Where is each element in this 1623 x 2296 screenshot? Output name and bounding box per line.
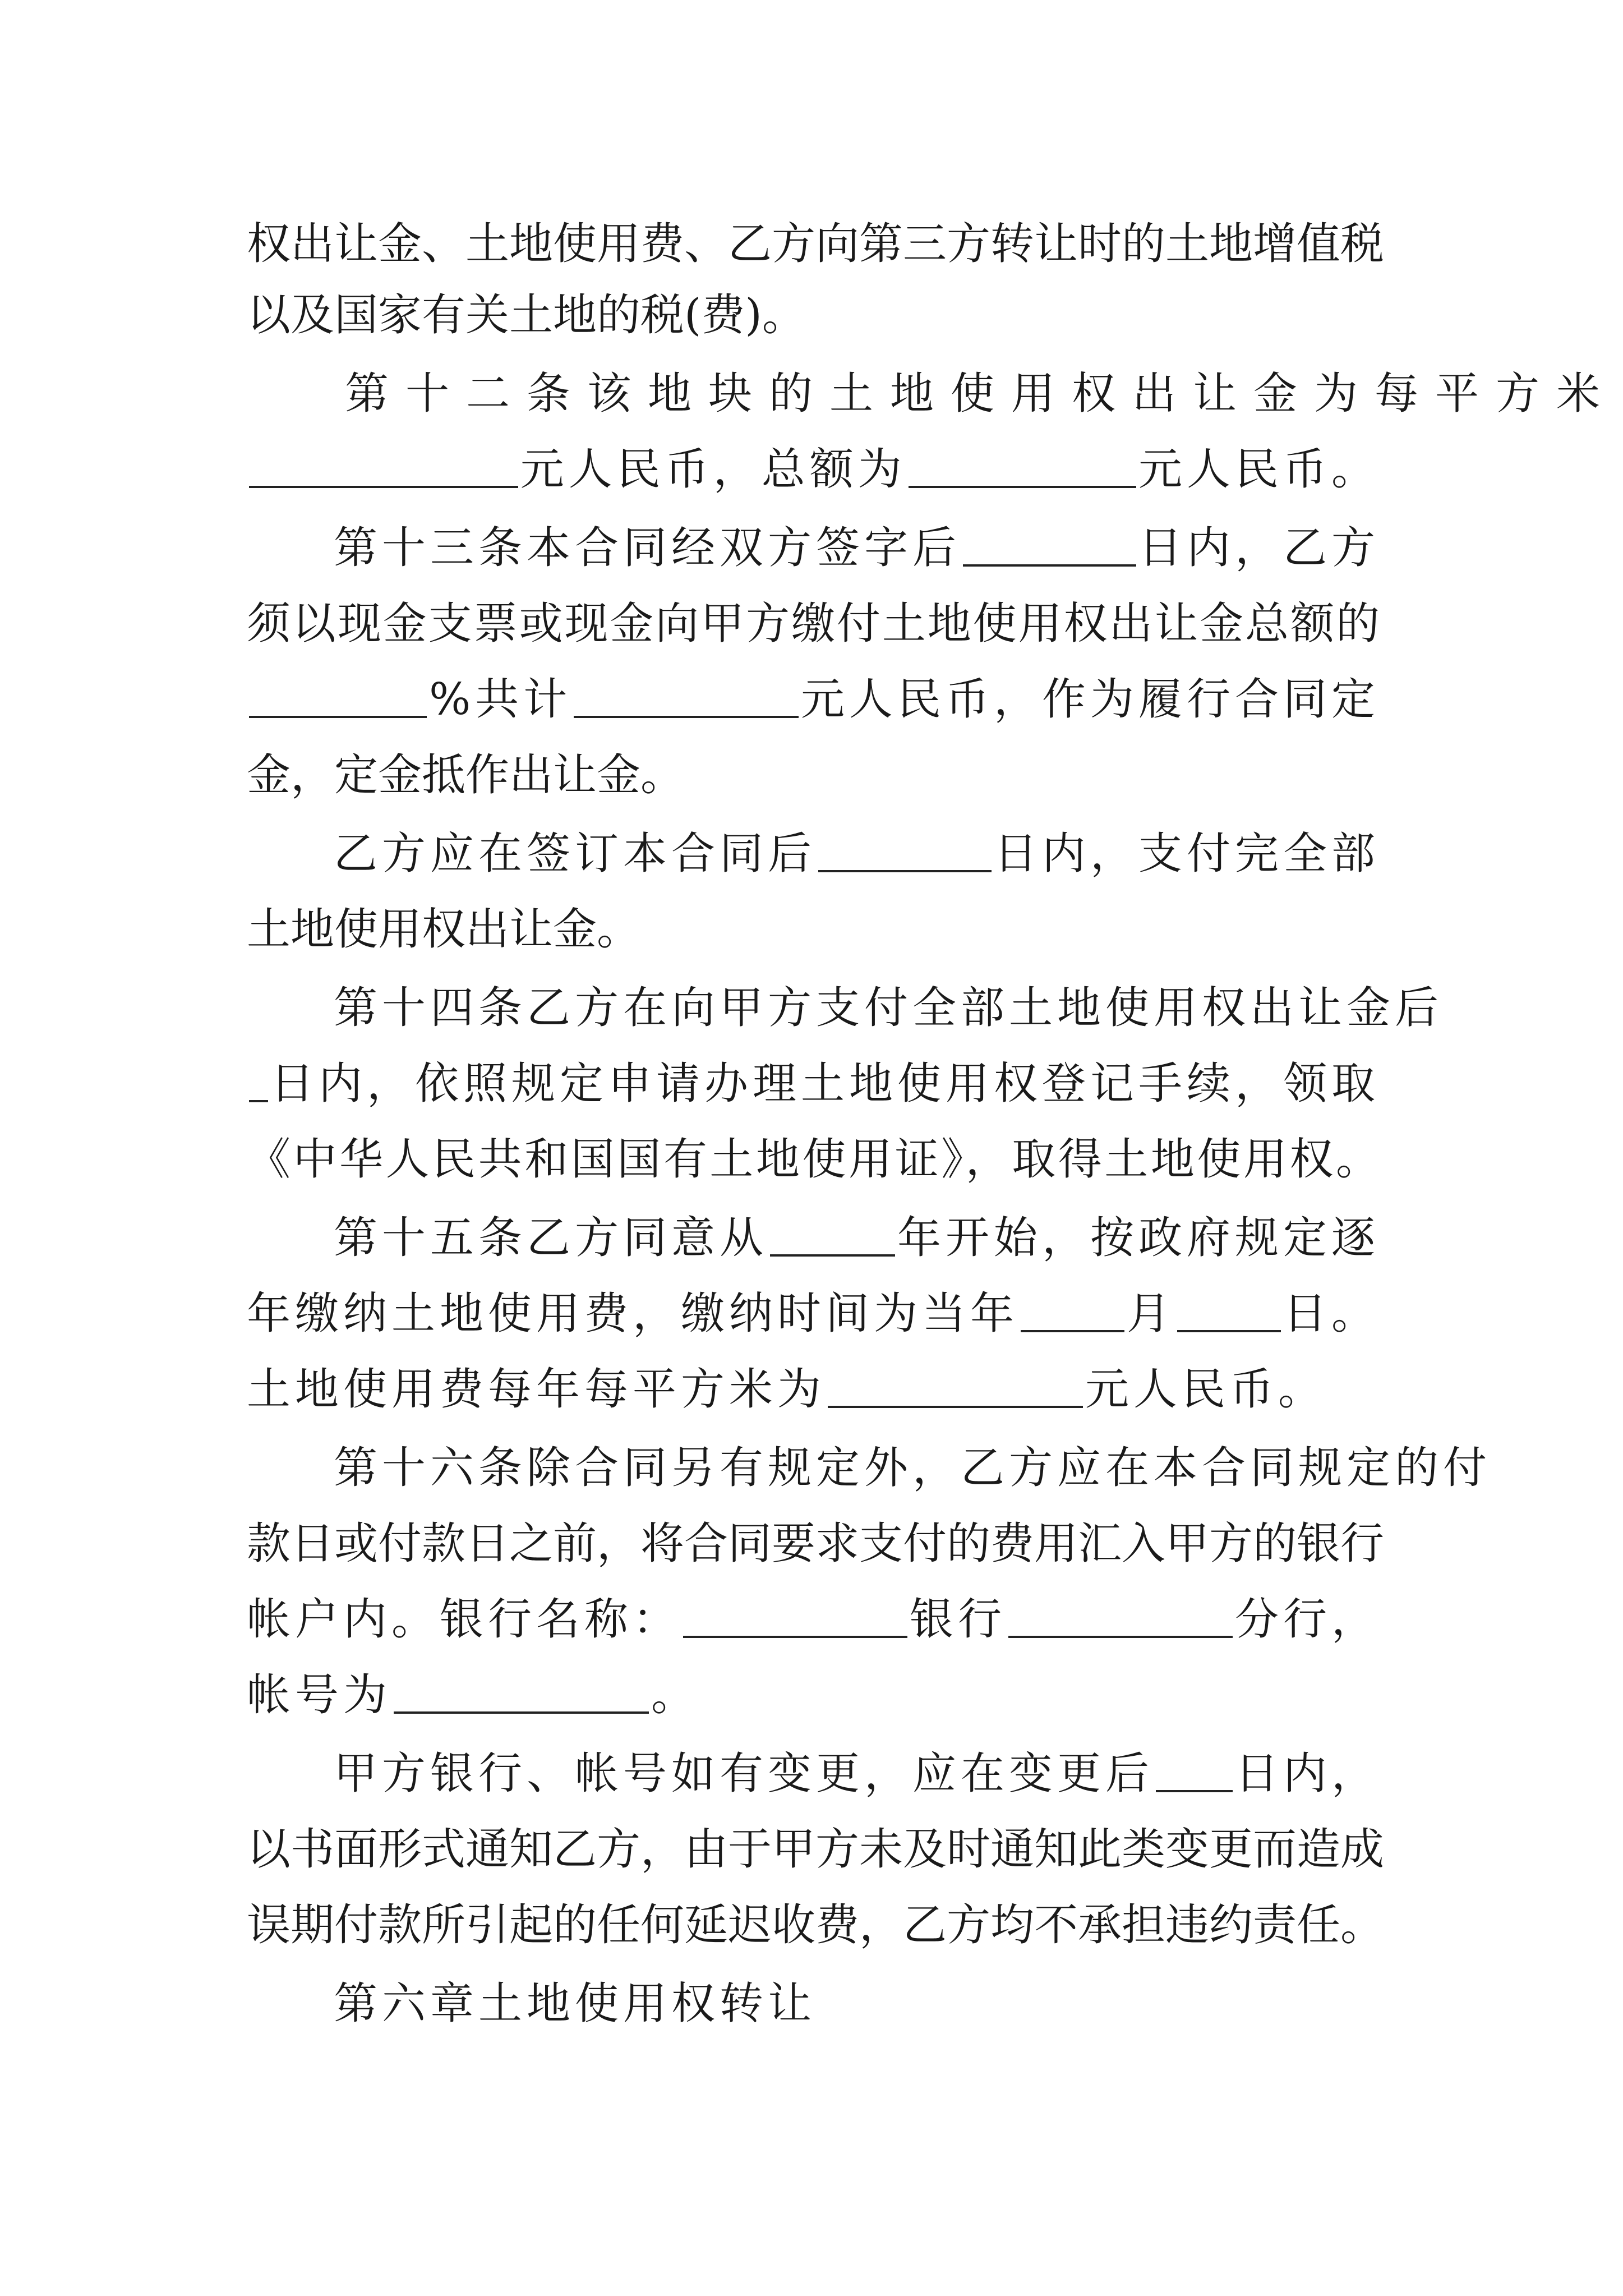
text-segment: 年开始，按政府规定逐 (897, 1213, 1380, 1263)
article-14-line (247, 966, 1444, 1050)
text-segment: 乙方应在签订本合同后 (334, 829, 817, 879)
text-segment: 第十五条乙方同意从 (334, 1213, 768, 1263)
text-segment: 元人民币，作为履行合同定 (800, 674, 1380, 725)
text-segment: 帐户内。银行名称： (247, 1594, 681, 1645)
text-line (247, 733, 1380, 817)
text-segment: 以书面形式通知乙方，由于甲方未及时通知此类变更而造成 (247, 1824, 1385, 1875)
text-segment: 日。 (1283, 1289, 1380, 1339)
text-segment: %共计 (429, 674, 572, 725)
fill-in-blank[interactable] (818, 868, 992, 872)
text-segment: 第十四条乙方在向甲方支付全部土地使用权出让金后 (334, 983, 1444, 1033)
text-segment: 帐号为 (247, 1670, 392, 1720)
text-line (247, 1347, 1380, 1432)
branch-name-blank[interactable] (1008, 1634, 1233, 1638)
text-line (247, 812, 1380, 896)
article-13-line (247, 506, 1380, 590)
text-segment: 分行， (1234, 1594, 1380, 1645)
text-segment: 日内，乙方 (1138, 523, 1380, 573)
text-line (247, 273, 1380, 357)
text-segment: 日内， (1234, 1749, 1380, 1799)
text-segment: 甲方银行、帐号如有变更，应在变更后 (334, 1749, 1154, 1799)
text-segment: 金，定金抵作出让金。 (247, 750, 685, 800)
text-line (247, 582, 1380, 666)
article-12-heading-line (247, 352, 1617, 436)
fill-in-blank[interactable] (249, 484, 518, 488)
fill-in-blank[interactable] (963, 562, 1136, 567)
text-segment: 第十六条除合同另有规定外，乙方应在本合同规定的付 (334, 1443, 1492, 1493)
text-line (247, 1577, 1380, 1662)
fill-in-blank[interactable] (249, 714, 427, 718)
article-15-line (247, 1196, 1380, 1280)
text-segment: 权出让金、土地使用费、乙方向第三方转让时的土地增值税 (247, 219, 1385, 269)
account-number-blank[interactable] (394, 1709, 649, 1714)
text-line (247, 1502, 1385, 1586)
text-segment: 《中华人民共和国国有土地使用证》，取得土地使用权。 (247, 1134, 1382, 1185)
text-line (247, 427, 1380, 512)
text-segment: 以及国家有关土地的税(费)。 (247, 290, 806, 341)
fill-in-blank[interactable] (574, 714, 799, 718)
text-line (247, 1653, 1380, 1737)
text-segment: 元人民币。 (1085, 1364, 1327, 1415)
text-segment: 误期付款所引起的任何延迟收费，乙方均不承担违约责任。 (247, 1900, 1385, 1950)
text-line (247, 1272, 1380, 1356)
text-segment: 日内，依照规定申请办理土地使用权登记手续，领取 (270, 1059, 1380, 1109)
text-line (247, 657, 1380, 742)
text-segment: 银行 (909, 1594, 1006, 1645)
fill-in-blank[interactable] (1021, 1328, 1124, 1332)
text-line (247, 1883, 1385, 1967)
text-segment: 款日或付款日之前，将合同要求支付的费用汇入甲方的银行 (247, 1519, 1385, 1569)
text-segment: 元人民币，总额为 (520, 444, 906, 495)
text-line (247, 887, 1380, 972)
text-line (247, 1732, 1380, 1816)
fill-in-blank[interactable] (1177, 1328, 1281, 1332)
text-segment: 第六章土地使用权转让 (334, 1978, 817, 2029)
text-segment: 。 (651, 1670, 700, 1720)
text-line (247, 1042, 1380, 1126)
text-line (247, 1117, 1380, 1202)
text-segment: 年缴纳土地使用费，缴纳时间为当年 (247, 1289, 1019, 1339)
fill-in-blank[interactable] (770, 1252, 895, 1257)
text-segment: 土地使用权出让金。 (247, 904, 641, 955)
fill-in-blank[interactable] (249, 1098, 268, 1102)
fill-in-blank[interactable] (828, 1404, 1083, 1408)
bank-name-blank[interactable] (683, 1634, 907, 1638)
chapter-6-heading (247, 1962, 1380, 2046)
text-segment: 土地使用费每年每平方米为 (247, 1364, 826, 1415)
text-segment: 须以现金支票或现金向甲方缴付土地使用权出让金总额的 (247, 599, 1381, 649)
text-segment: 第十三条本合同经双方签字后 (334, 523, 961, 573)
text-line (247, 1807, 1385, 1892)
fill-in-blank[interactable] (1156, 1788, 1233, 1792)
text-segment: 元人民币。 (1138, 444, 1380, 495)
fill-in-blank[interactable] (909, 484, 1136, 488)
article-16-line (247, 1426, 1492, 1510)
text-segment: 日内，支付完全部 (993, 829, 1380, 879)
text-segment: 月 (1126, 1289, 1175, 1339)
text-segment: 第十二条该地块的土地使用权出让金为每平方米 (345, 369, 1617, 419)
